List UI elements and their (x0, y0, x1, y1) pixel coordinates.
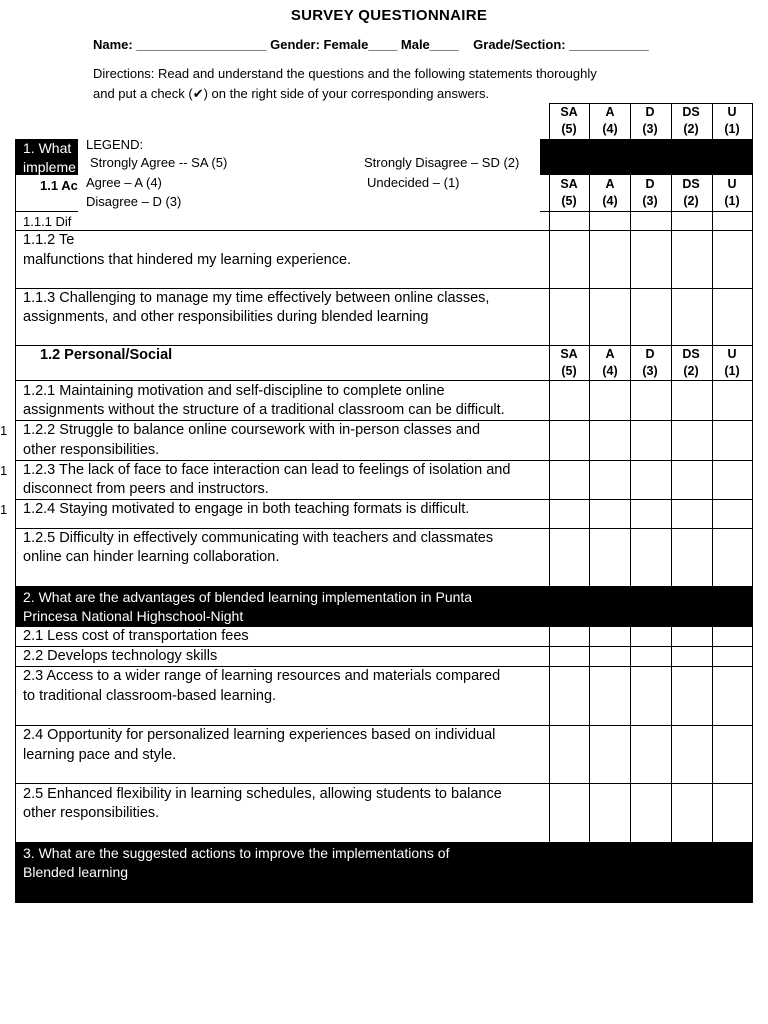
col-a-header: A (4) (602, 347, 618, 378)
item-2-5-line-2: other responsibilities. (23, 805, 160, 821)
col-a-header: A (4) (602, 105, 618, 136)
col-a-header: A (4) (602, 177, 618, 208)
col-d-header: D (3) (642, 177, 658, 208)
col-u-header: U (1) (724, 347, 740, 378)
directions (93, 64, 597, 104)
section-2-title-line-2: Princesa National Highschool-Night (23, 608, 244, 624)
item-1-1-3-line-1: 1.1.3 Challenging to manage my time effectively between online classes, (23, 290, 490, 306)
col-u-header: U (1) (724, 177, 740, 208)
col-sa-header: SA (5) (560, 177, 578, 208)
col-ds-header: DS (2) (682, 347, 700, 378)
legend-box (78, 134, 540, 216)
item-2-3-line-2: to traditional classroom-based learning. (23, 688, 277, 704)
col-ds-header: DS (2) (682, 177, 700, 208)
col-d-header: D (3) (642, 347, 658, 378)
col-sa-header: SA (5) (560, 105, 578, 136)
item-2-4-line-1: 2.4 Opportunity for personalized learning experiences based on individual (23, 727, 496, 743)
item-1-1-2-line-2: malfunctions that hindered my learning experience. (23, 252, 352, 268)
col-ds-header: DS (2) (682, 105, 700, 136)
directions-line-1: Directions: Read and understand the questions and the following statements thoroughly (93, 66, 597, 81)
margin-mark: 1 (0, 423, 8, 438)
page-title: SURVEY QUESTIONNAIRE (290, 7, 488, 24)
subsection-1-2-title: 1.2 Personal/Social (40, 347, 173, 363)
section-3-title-line-1: 3. What are the suggested actions to improve the implementations of (23, 845, 450, 861)
item-1-2-5-line-2: online can hinder learning collaboration. (23, 549, 280, 565)
legend-strongly-agree: Strongly Agree -- SA (5) (90, 155, 228, 170)
respondent-info-line: Name: __________________ Gender: Female____ Male____ Grade/Section: ___________ (93, 37, 649, 52)
col-sa-header: SA (5) (560, 347, 578, 378)
legend-strongly-disagree: Strongly Disagree – SD (2) (364, 155, 520, 170)
section-1-title-line-1: 1. What (23, 140, 72, 156)
item-1-2-3-line-2: disconnect from peers and instructors. (23, 481, 269, 497)
item-2-4-line-2: learning pace and style. (23, 747, 177, 763)
margin-mark: 1 (0, 463, 8, 478)
item-1-2-5-line-1: 1.2.5 Difficulty in effectively communicating with teachers and classmates (23, 530, 494, 546)
subsection-1-1-title: 1.1 Ac (40, 178, 78, 193)
section-3-title-line-2: Blended learning (23, 864, 129, 880)
item-1-1-1: 1.1.1 Dif (23, 214, 72, 229)
item-1-1-3-line-2: assignments, and other responsibilities during blended learning (23, 309, 429, 325)
directions-line-2: and put a check (✔) on the right side of your corresponding answers. (93, 86, 490, 101)
item-1-2-1-line-2: assignments without the structure of a traditional classroom can be difficult. (23, 402, 505, 418)
section-1-title-line-2: impleme (23, 159, 76, 175)
item-1-1-2-line-1: 1.1.2 Te (23, 232, 75, 248)
legend-undecided: Undecided – (1) (367, 175, 460, 190)
item-2-3-line-1: 2.3 Access to a wider range of learning resources and materials compared (23, 668, 501, 684)
legend-disagree: Disagree – D (3) (86, 194, 182, 209)
item-2-5-line-1: 2.5 Enhanced flexibility in learning schedules, allowing students to balance (23, 786, 502, 802)
legend-agree: Agree – A (4) (86, 175, 162, 190)
item-1-2-2-line-1: 1.2.2 Struggle to balance online coursework with in-person classes and (23, 422, 481, 438)
margin-mark: 1 (0, 502, 8, 517)
item-2-1: 2.1 Less cost of transportation fees (23, 628, 249, 644)
item-1-2-3-line-1: 1.2.3 The lack of face to face interaction can lead to feelings of isolation and (23, 462, 511, 478)
legend-title: LEGEND: (86, 137, 144, 152)
item-1-2-1-line-1: 1.2.1 Maintaining motivation and self-discipline to complete online (23, 383, 445, 399)
item-1-2-4: 1.2.4 Staying motivated to engage in both teaching formats is difficult. (23, 501, 470, 517)
section-2-title-line-1: 2. What are the advantages of blended learning implementation in Punta (23, 589, 473, 605)
col-d-header: D (3) (642, 105, 658, 136)
col-u-header: U (1) (724, 105, 740, 136)
item-2-2: 2.2 Develops technology skills (23, 648, 218, 664)
item-1-2-2-line-2: other responsibilities. (23, 442, 160, 458)
